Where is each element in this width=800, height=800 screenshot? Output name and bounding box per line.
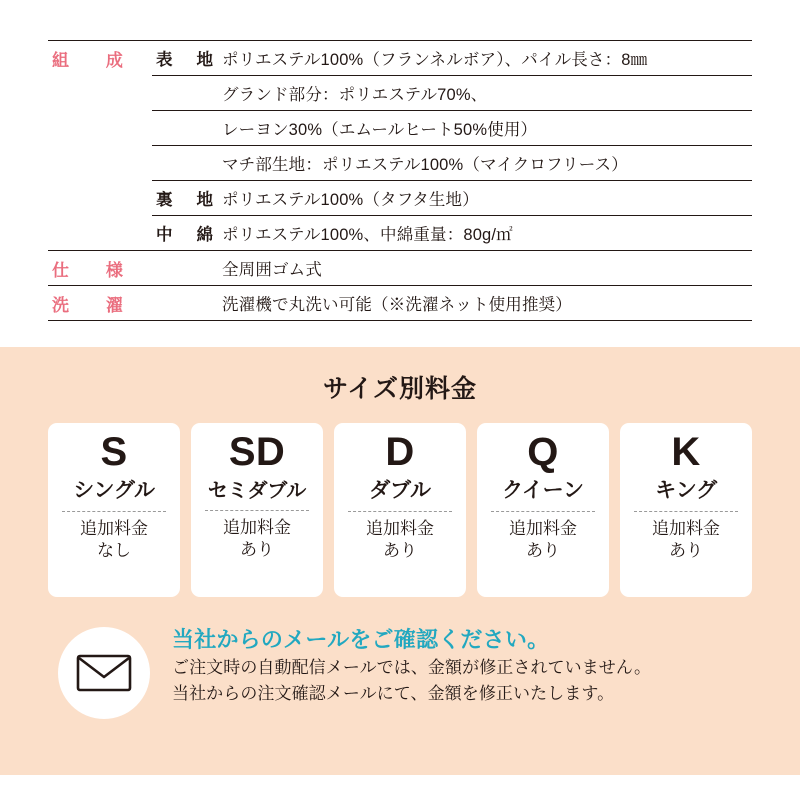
spec-value: 全周囲ゴム式 xyxy=(222,251,752,286)
size-kana: クイーン xyxy=(502,479,584,502)
spec-category xyxy=(48,76,152,111)
card-divider xyxy=(205,510,309,511)
size-fee-line1: 追加料金 xyxy=(366,519,434,538)
table-row xyxy=(48,286,752,321)
spec-subcategory xyxy=(152,251,222,286)
notice-line-1: ご注文時の自動配信メールでは、金額が修正されていません。 xyxy=(172,657,652,677)
size-fee-line2: あり xyxy=(669,541,703,561)
size-card-k[interactable] xyxy=(620,423,752,597)
size-card-d[interactable] xyxy=(334,423,466,597)
spec-category xyxy=(48,181,152,216)
size-card-q[interactable] xyxy=(477,423,609,597)
envelope-icon xyxy=(76,654,132,692)
size-card-list xyxy=(24,423,776,597)
size-letter: S xyxy=(100,430,128,474)
spec-value: レーヨン30%（エムールヒート50%使用） xyxy=(222,111,752,146)
spec-section xyxy=(0,0,800,321)
spec-subcategory xyxy=(152,146,222,181)
table-row xyxy=(48,181,752,216)
size-fee-line2: なし xyxy=(97,541,131,561)
spec-category xyxy=(48,216,152,251)
size-kana: セミダブル xyxy=(207,480,307,502)
table-row xyxy=(48,111,752,146)
spec-value: ポリエステル100%、中綿重量：80g/㎡ xyxy=(222,216,752,251)
card-divider xyxy=(634,511,738,512)
size-price-section xyxy=(0,347,800,775)
size-fee-line2: あり xyxy=(240,540,274,560)
size-fee-line2: あり xyxy=(526,541,560,561)
spec-subcategory: 表 地 xyxy=(152,41,222,76)
spec-value: マチ部生地：ポリエステル100%（マイクロフリース） xyxy=(222,146,752,181)
size-letter: SD xyxy=(228,430,286,474)
spec-value: 洗濯機で丸洗い可能（※洗濯ネット使用推奨） xyxy=(222,286,752,321)
table-row xyxy=(48,251,752,286)
table-row xyxy=(48,216,752,251)
notice-heading: 当社からのメールをご確認ください。 xyxy=(172,627,550,652)
size-card-sd[interactable] xyxy=(191,423,323,597)
spec-table xyxy=(48,40,752,321)
spec-subcategory: 裏 地 xyxy=(152,181,222,216)
notice-line-2: 当社からの注文確認メールにて、金額を修正いたします。 xyxy=(172,684,615,704)
size-kana: シングル xyxy=(73,479,155,502)
size-letter: Q xyxy=(527,430,559,474)
size-kana: キング xyxy=(655,479,717,502)
card-divider xyxy=(348,511,452,512)
spec-category: 組 成 xyxy=(48,41,152,76)
size-letter: K xyxy=(671,430,701,474)
table-row xyxy=(48,76,752,111)
spec-category: 仕 様 xyxy=(48,251,152,286)
size-section-title: サイズ別料金 xyxy=(322,375,477,403)
mail-notice xyxy=(24,597,776,719)
table-row xyxy=(48,41,752,76)
size-fee-line1: 追加料金 xyxy=(80,519,148,538)
spec-category xyxy=(48,111,152,146)
spec-value: ポリエステル100%（フランネルボア）、パイル長さ：8㎜ xyxy=(222,41,752,76)
size-letter: D xyxy=(385,430,415,474)
card-divider xyxy=(491,511,595,512)
spec-subcategory xyxy=(152,111,222,146)
card-divider xyxy=(62,511,166,512)
spec-category: 洗 濯 xyxy=(48,286,152,321)
size-fee-line1: 追加料金 xyxy=(509,519,577,538)
spec-subcategory xyxy=(152,76,222,111)
size-fee-line1: 追加料金 xyxy=(223,518,291,537)
spec-value: グランド部分：ポリエステル70%、 xyxy=(222,76,752,111)
size-card-s[interactable] xyxy=(48,423,180,597)
size-fee-line2: あり xyxy=(383,541,417,561)
spec-subcategory: 中綿 xyxy=(152,216,222,251)
size-kana: ダブル xyxy=(369,479,431,502)
envelope-icon-wrapper xyxy=(58,627,150,719)
notice-text-block xyxy=(172,623,651,707)
spec-value: ポリエステル100%（タフタ生地） xyxy=(222,181,752,216)
size-fee-line1: 追加料金 xyxy=(652,519,720,538)
spec-category xyxy=(48,146,152,181)
spec-subcategory xyxy=(152,286,222,321)
table-row xyxy=(48,146,752,181)
